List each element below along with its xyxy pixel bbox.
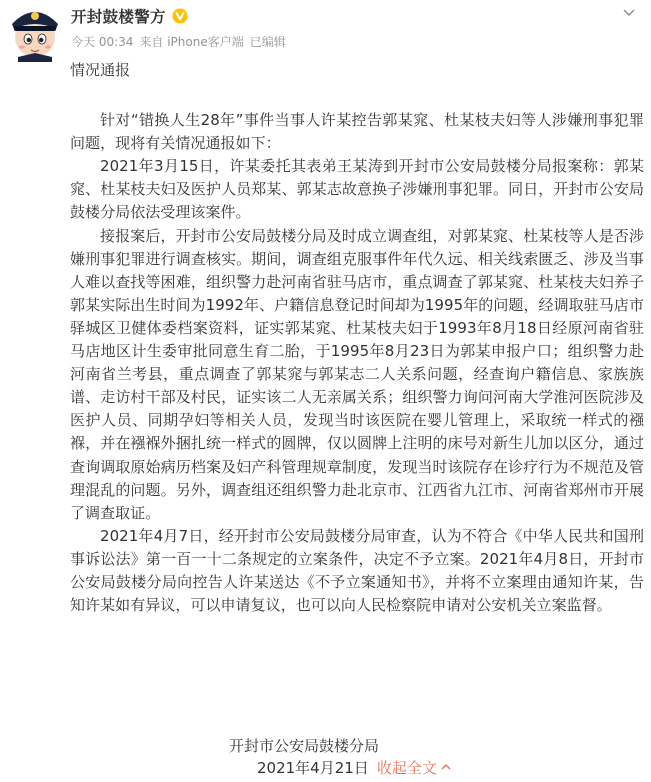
edited-label[interactable]: 已编辑 — [249, 35, 286, 49]
avatar[interactable] — [4, 2, 66, 62]
chevron-down-icon[interactable] — [621, 4, 637, 20]
post-time[interactable]: 今天 00:34 — [71, 35, 134, 49]
post-signature: 开封市公安局鼓楼分局 — [229, 737, 380, 755]
collapse-button[interactable] — [377, 759, 452, 777]
post-content — [70, 59, 644, 617]
username[interactable] — [71, 5, 188, 27]
post-paragraph: 2021年4月7日，经开封市公安局鼓楼分局审查，认为不符合《中华人民共和国刑事诉讼法》第一百一十二条规定的立案条件，决定不予立案。2021年4月8日，开封市公安局鼓楼分局向控告人许某送达《不予立案通知书》，并将不立案理由通知许某，告知许某如有异议，可以申请复议，也可以向人民检察院申请对公安机关立案监督。 — [70, 526, 644, 615]
post-paragraph: 接报案后，开封市公安局鼓楼分局及时成立调查组，对郭某窕、杜某枝等人是否涉嫌刑事犯罪进行调查核实。期间，调查组克服事件年代久远、相关线索匮乏、涉及当事人难以查找等困难，组织警力赴河南省驻马店市，重点调查了郭某窕、杜某枝夫妇养子郭某实际出生时间为1992年、户籍信息登记时间却为1995年的问题，经调取驻马店市驿城区卫健体委档案资料，证实郭某窕、杜某枝夫妇于1993年8月18日经原河南省驻马店地区计生委审批同意生育二胎，于1995年8月23日为郭某申报户口；组织警力赴河南省兰考县，重点调查了郭某窕与郭某志二人关系问题，经查询户籍信息、家族族谱、走访村干部及村民，证实该二人无亲属关系；组织警力询问河南大学淮河医院涉及医护人员、同期孕妇等相关人员，发现当时该医院在婴儿管理上，采取统一样式的襁褓，并在襁褓外捆扎统一样式的圆牌，仅以圆牌上注明的床号对新生儿加以区分，通过查询调取原始病历档案及妇产科管理规章制度，发现当时该院存在诊疗行为不规范及管理混乱的问题。另外，调查组还组织警力赴北京市、江西省九江市、河南省郑州市开展了调查取证。 — [70, 226, 644, 522]
post-meta — [71, 33, 292, 50]
post-date: 2021年4月21日 — [257, 759, 369, 777]
verified-badge-icon — [172, 8, 188, 24]
post-source: 来自 iPhone客户端 — [139, 35, 244, 49]
chevron-up-icon[interactable] — [440, 761, 452, 773]
post-date-line — [257, 757, 452, 778]
collapse-label[interactable]: 收起全文 — [376, 759, 437, 777]
post-paragraph: 针对“错换人生28年”事件当事人许某控告郭某窕、杜某枝夫妇等人涉嫌刑事犯罪问题，现将有关情况通报如下： — [70, 111, 644, 153]
username-text[interactable]: 开封鼓楼警方 — [71, 8, 166, 26]
post-title: 情况通报 — [70, 61, 131, 79]
post-paragraph: 2021年3月15日，许某委托其表弟王某涛到开封市公安局鼓楼分局报案称：郭某窕、杜某枝夫妇及医护人员郑某、郭某志故意换子涉嫌刑事犯罪。同日，开封市公安局鼓楼分局依法受理该案件。 — [70, 157, 644, 222]
